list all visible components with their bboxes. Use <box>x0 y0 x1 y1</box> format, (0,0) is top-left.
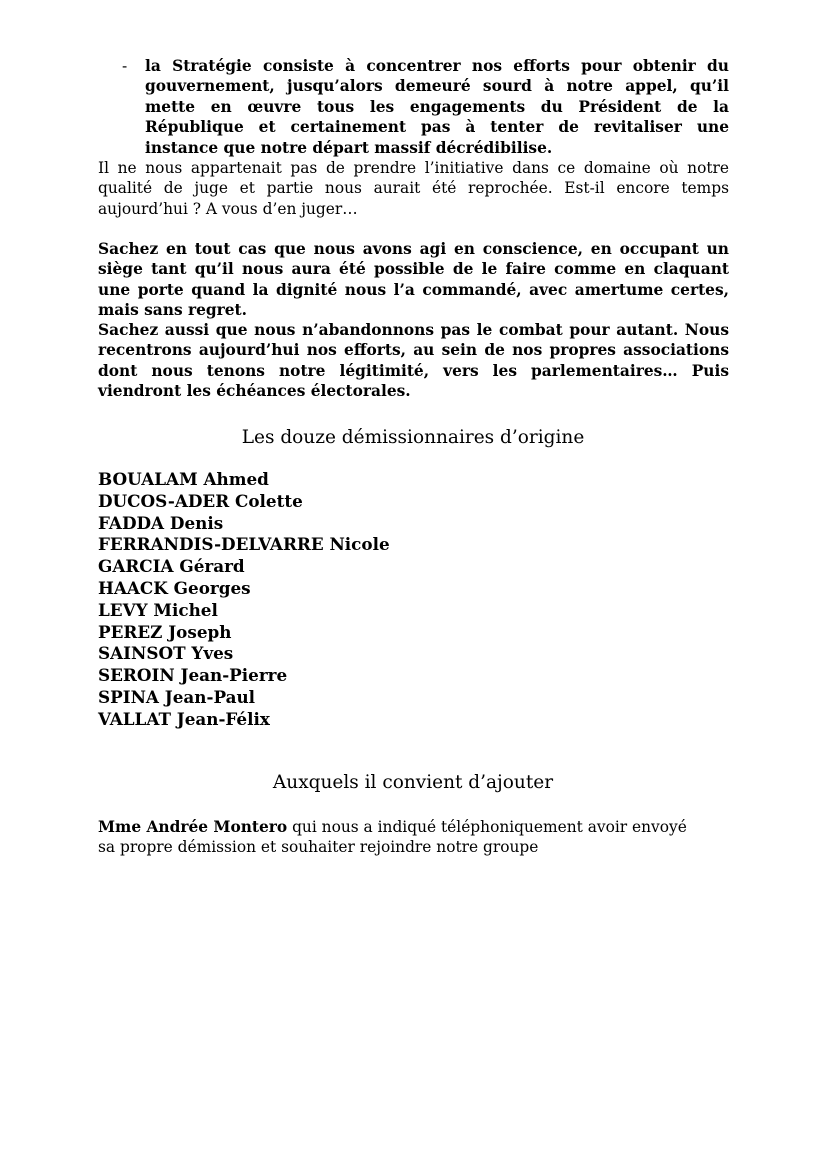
strategy-bullet-text: la Stratégie consiste à concentrer nos efforts pour obtenir du gouvernement, jusqu’alors demeuré sourd à notre appel, qu’il mette en œuvre tous les engagements du Président de la République et certainement pas à tenter de revitaliser une instance que notre départ massif décrédibilise. <box>145 57 729 157</box>
paragraph-conscience: Sachez en tout cas que nous avons agi en conscience, en occupant un siège tant qu’il nous aura été possible de le faire comme en claquant une porte quand la dignité nous l’a commandé, avec amertume certes, mais sans regret. <box>98 240 729 320</box>
resignee-name: SPINA Jean-Paul <box>98 686 256 707</box>
addition-text: qui nous a indiqué téléphoniquement avoir envoyé sa propre démission et souhaiter rejoindre notre groupe <box>98 818 687 857</box>
paragraph-combat: Sachez aussi que nous n’abandonnons pas le combat pour autant. Nous recentrons aujourd’hui nos efforts, au sein de nos propres associations dont nous tenons notre légitimité, vers les parlementaires… Puis viendront les échéances électorales. <box>98 321 729 401</box>
heading-additions: Auxquels il convient d’ajouter <box>272 772 554 793</box>
resignee-name: PEREZ Joseph <box>98 621 232 642</box>
addition-paragraph <box>98 817 698 858</box>
resignee-name: LEVY Michel <box>98 599 218 620</box>
resignee-name: FERRANDIS-DELVARRE Nicole <box>98 534 390 555</box>
resignee-name: VALLAT Jean-Félix <box>98 708 270 729</box>
resignee-name: DUCOS-ADER Colette <box>98 490 303 511</box>
addition-name: Mme Andrée Montero <box>98 818 288 836</box>
resignee-name: SAINSOT Yves <box>98 643 234 664</box>
bullet-marker: - <box>122 57 128 75</box>
resignee-name: HAACK Georges <box>98 577 251 598</box>
resignee-name: FADDA Denis <box>98 512 224 533</box>
resignee-name: SEROIN Jean-Pierre <box>98 665 288 686</box>
resignee-name: GARCIA Gérard <box>98 556 245 577</box>
resignees-list <box>98 469 390 731</box>
resignee-name: BOUALAM Ahmed <box>98 469 269 489</box>
paragraph-initiative: Il ne nous appartenait pas de prendre l’initiative dans ce domaine où notre qualité de juge et partie nous aurait été reprochée. Est-il encore temps aujourd’hui ? A vous d’en juger… <box>98 159 729 218</box>
heading-resignees: Les douze démissionnaires d’origine <box>241 427 585 448</box>
